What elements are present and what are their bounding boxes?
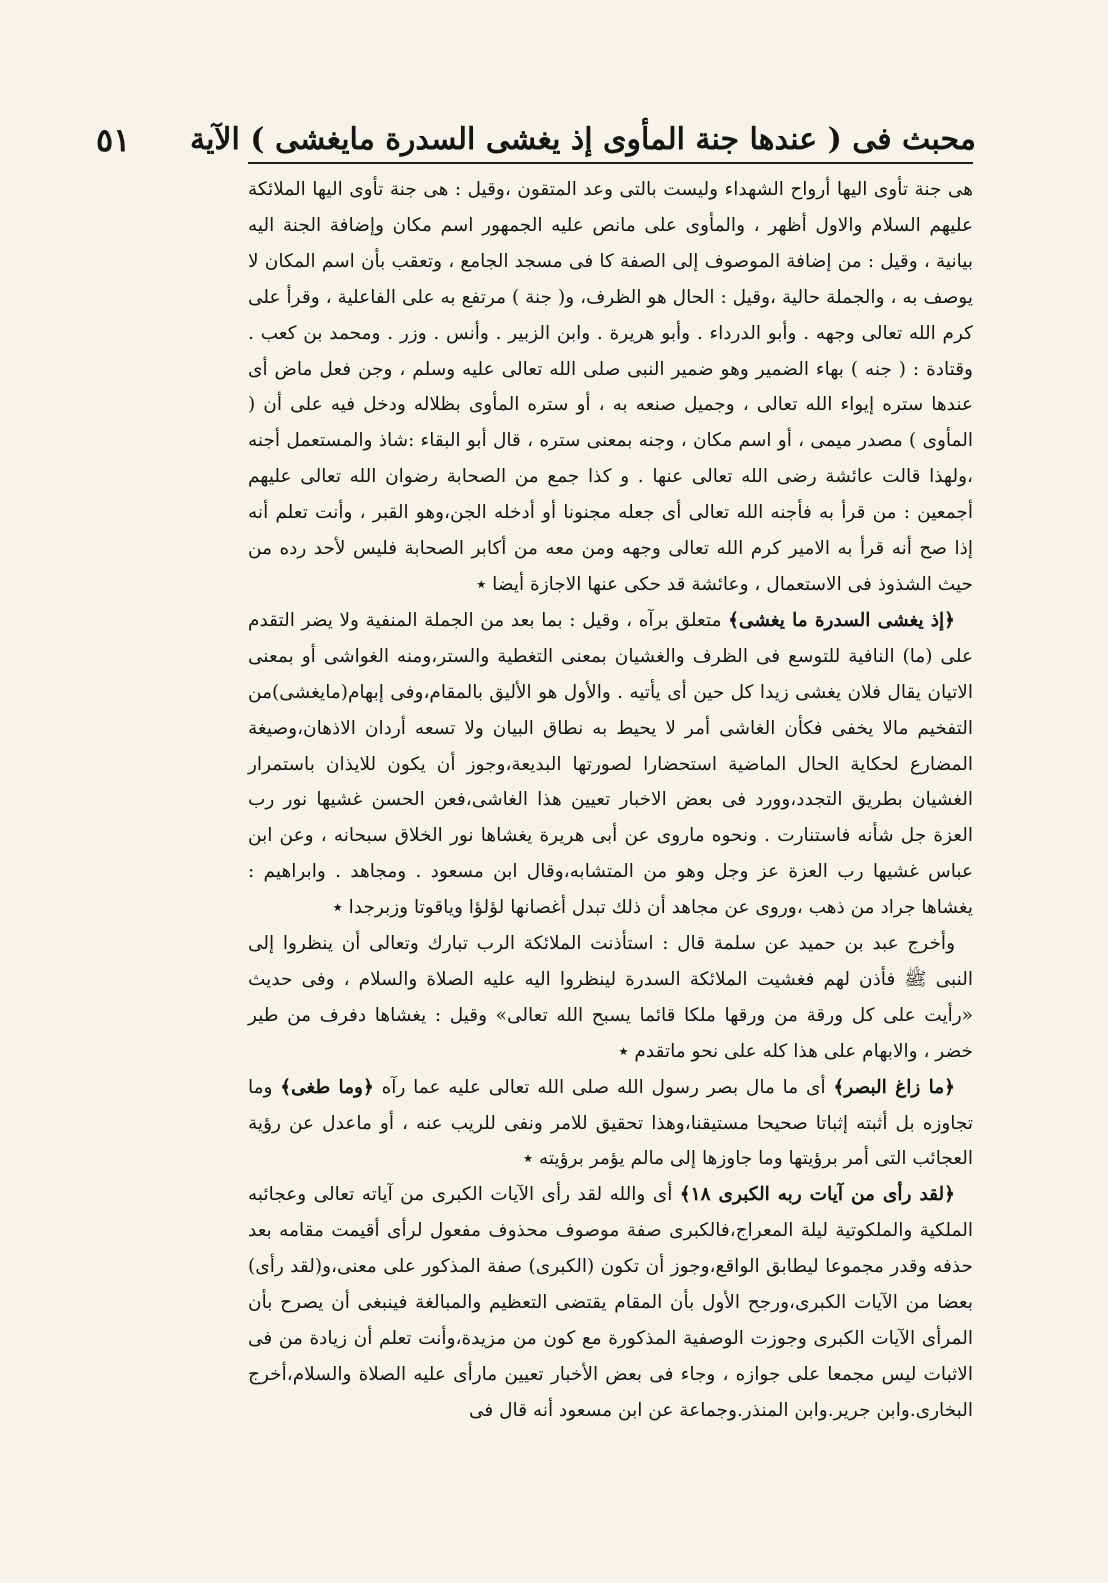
paragraph bbox=[248, 1070, 973, 1178]
quran-verse: ﴿وما طغى﴾ bbox=[280, 1076, 374, 1098]
paragraph bbox=[248, 603, 973, 926]
page-number: ٥١ bbox=[96, 121, 131, 159]
paragraph: هى جنة تأوى اليها أرواح الشهداء وليست بالتى وعد المتقون ،وقيل : هى جنة تأوى اليها الملائكة عليهم السلام والاول أظهر ، والمأوى على مانص عليه الجمهور اسم مكان وإضافة الجنة اليه بيانية ، وقيل : من إضافة الموصوف إلى الصفة كا فى مسجد الجامع ، وتعقب بأن اسم المكان لا يوصف به ، والجملة حالية ،وقيل : الحال هو الظرف، و( جنة ) مرتفع به على الفاعلية ، وقرأ على كرم الله تعالى وجهه . وأبو الدرداء . وأبو هريرة . وابن الزبير . وأنس . وزر . ومحمد بن كعب . وقتادة : ( جنه ) بهاء الضمير وهو ضمير النبى صلى الله تعالى عليه وسلم ، وجن فعل ماض أى عندها ستره إيواء الله تعالى ، وجميل صنعه به ، أو ستره المأوى بظلاله ودخل فيه على أن ( المأوى ) مصدر ميمى ، أو اسم مكان ، وجنه بمعنى ستره ، قال أبو البقاء :شاذ والمستعمل أجنه ،ولهذا قالت عائشة رضى الله تعالى عنها . و كذا جمع من الصحابة رضوان الله تعالى عليهم أجمعين : من قرأ به فأجنه الله تعالى أى جعله مجنونا أو أدخله الجن،وهو القبر ، وأنت تعلم أنه إذا صح أنه قرأ به الامير كرم الله تعالى وجهه ومن معه من أكابر الصحابة فليس لأحد رده من حيث الشذوذ فى الاستعمال ، وعائشة قد حكى عنها الاجازة أيضا ٭ bbox=[248, 179, 973, 595]
commentary-text: أى ما مال بصر رسول الله صلى الله تعالى عليه عما رآه bbox=[373, 1076, 834, 1098]
main-text bbox=[248, 172, 973, 1429]
commentary-text: وما تجاوزه بل أثبته إثباتا صحيحا مستيقنا،وهذا تحقيق للامر ونفى للريب عنه ، أو ماعدل عن رؤية العجائب التى أمر برؤيتها وما جاوزها إلى مالم يؤمر برؤيته ٭ bbox=[248, 1076, 973, 1170]
commentary-text: أى والله لقد رأى الآيات الكبرى من آياته تعالى وعجائبه الملكية والملكوتية ليلة المعراج،فالكبرى صفة موصوف محذوف مفعول لرأى أقيمت مقامه بعد حذفه وقدر مجموعا ليطابق الواقع،وجوز أن تكون (الكبرى) صفة المذكور على معنى،و(لقد رأى) بعضا من الآيات الكبرى،ورجح الأول بأن المقام يقتضى التعظيم والمبالغة فينبغى أن يصرح بأن المرأى الآيات الكبرى وجوزت الوصفية المذكورة مع كون من مزيدة،وأنت تعلم أن زيادة من فى الاثبات ليس مجمعا على جوازه ، وجاء فى بعض الأخبار تعيين مارأى عليه الصلاة والسلام،أخرج البخارى.وابن جرير.وابن المنذر.وجماعة عن ابن مسعود أنه قال فى bbox=[248, 1184, 973, 1421]
commentary-text: متعلق برآه ، وقيل : بما بعد من الجملة المنفية ولا يضر التقدم على (ما) النافية للتوسع فى الظرف والغشيان بمعنى التغطية والستر،ومنه الغواشى أو بمعنى الاتيان يقال فلان يغشى زيدا كل حين أى يأتيه . والأول هو الأليق بالمقام،وفى إبهام(مايغشى)من التفخيم مالا يخفى فكأن الغاشى أمر لا يحيط به نطاق البيان ولا تسعه أردان الاذهان،وصيغة المضارع لحكاية الحال الماضية استحضارا لصورتها البديعة،وجوز أن يكون للايذان باستمرار الغشيان بطريق التجدد،وورد فى بعض الاخبار تعيين هذا الغاشى،فعن الحسن غشيها نور رب العزة جل شأنه فاستنارت . ونحوه ماروى عن أبى هريرة يغشاها نور الخلاق سبحانه ، وعن ابن عباس غشيها رب العزة عز وجل وهو من المتشابه،وقال ابن مسعود . ومجاهد . وابراهيم : يغشاها جراد من ذهب ،وروى عن مجاهد أن ذلك تبدل أغصانها لؤلؤا وياقوتا وزبرجدا ٭ bbox=[248, 609, 973, 919]
paragraph bbox=[248, 1177, 973, 1428]
running-title: محبث فى ( عندها جنة المأوى إذ يغشى السدرة مايغشى ) الآية bbox=[190, 122, 976, 157]
paragraph: وأخرج عبد بن حميد عن سلمة قال : استأذنت الملائكة الرب تبارك وتعالى أن ينظروا إلى النبى ﷺ فأذن لهم فغشيت الملائكة السدرة لينظروا اليه عليه الصلاة والسلام ، وفى حديث «رأيت على كل ورقة من ورقها ملكا قائما يسبح الله تعالى» وقيل : يغشاها دفرف من طير خضر ، والابهام على هذا كله على نحو ماتقدم ٭ bbox=[248, 933, 973, 1062]
quran-verse: ﴿ما زاغ البصر﴾ bbox=[833, 1076, 955, 1098]
header-rule bbox=[248, 162, 973, 164]
running-header bbox=[96, 108, 976, 160]
quran-verse: ﴿إذ يغشى السدرة ما يغشى﴾ bbox=[728, 609, 955, 631]
quran-verse: ﴿لقد رأى من آيات ربه الكبرى ١٨﴾ bbox=[679, 1184, 955, 1206]
